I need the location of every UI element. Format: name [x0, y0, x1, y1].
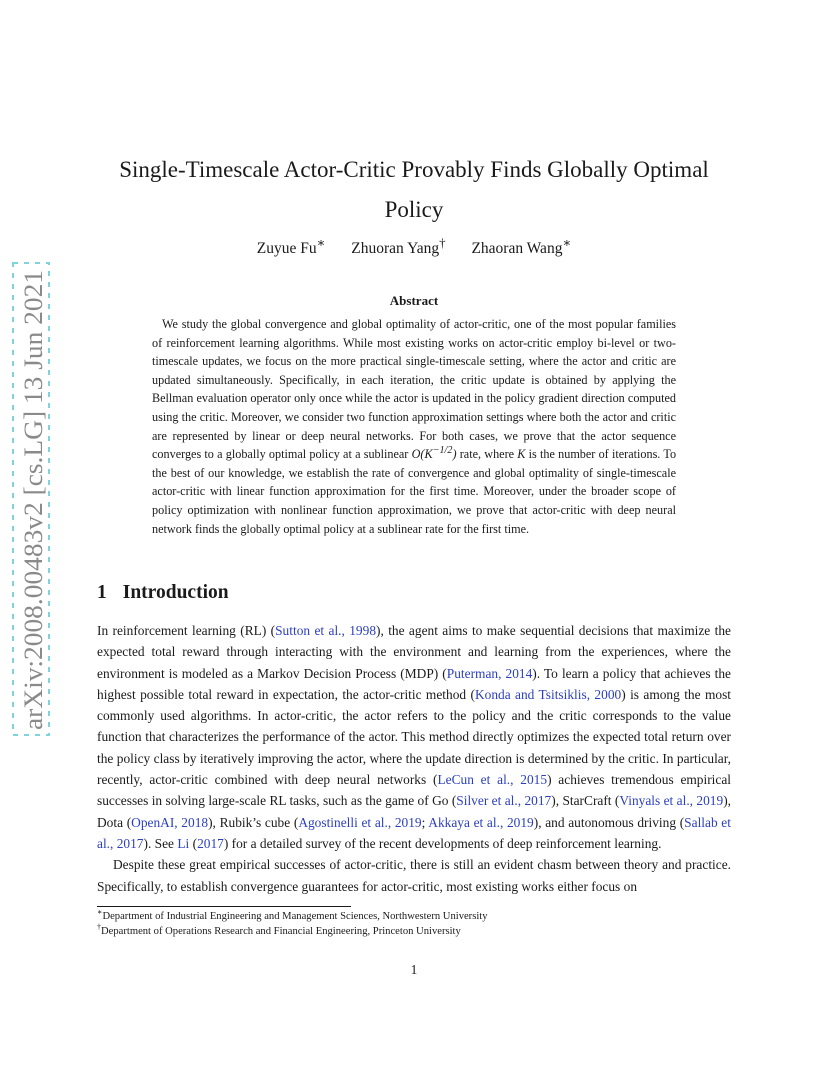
page-number: 1 — [410, 962, 418, 977]
footnotes — [97, 909, 488, 939]
citation-link[interactable]: Agostinelli et al., 2019 — [298, 814, 422, 830]
text-run: ), Dota ( — [97, 793, 731, 830]
abstract-body: We study the global convergence and global optimality of actor-critic, one of the most popular families of reinforcement learning algorithms. While most existing works on actor-critic employ bi-level or two-timescale updates, we focus on the more practical single-timescale setting, where the actor and critic are updated simultaneously. Specifically, in each iteration, the critic update is obtained by applying the Bellman evaluation operator only once while the actor is updated in the policy gradient direction computed using the critic. Moreover, we consider two function approximation settings where both the actor and critic are represented by linear or deep neural networks. For both cases, we prove that the actor sequence converges to a globally optimal policy at a sublinear $O(K^{-1/2})$ rate, where K is the number of iterations. To the best of our knowledge, we establish the rate of convergence and global optimality of single-timescale actor-critic with linear function approximation for the first time. Moreover, under the broader scope of policy optimization with nonlinear function approximation, we prove that actor-critic with deep neural network finds the globally optimal policy at a sublinear rate for the first time. — [152, 317, 677, 536]
citation-link[interactable]: Akkaya et al., 2019 — [428, 814, 534, 830]
author: Zhaoran Wang∗ — [471, 234, 572, 257]
citation-link[interactable]: Vinyals et al., 2019 — [619, 793, 724, 809]
text-run: ) achieves tremendous empirical successes in solving large-scale RL tasks, such as the game of Go ( — [97, 772, 732, 809]
intro-paragraph-2: Despite these great empirical successes of actor-critic, there is still an evident chasm between theory and practice. Specifically, to establish convergence guarantees for actor-critic, most existing works either focus on — [97, 857, 731, 894]
citation-link[interactable]: Puterman, 2014 — [446, 665, 533, 681]
footnote: †Department of Operations Research and Financial Engineering, Princeton University — [97, 922, 461, 937]
text-run: ), and autonomous driving ( — [533, 814, 685, 830]
math-rate: $O(K^{-1/2})$ — [411, 445, 457, 462]
title-line-2: Policy — [384, 197, 444, 222]
footnote-rule — [97, 906, 351, 907]
text-run: ). To learn a policy that achieves the highest possible total reward in expectation, the actor-critic method ( — [97, 665, 732, 702]
intro-paragraph-1 — [97, 620, 731, 854]
paper-title — [100, 150, 728, 230]
text-run: ) is among the most commonly used algorithms. In actor-critic, the actor refers to the policy and the critic corresponds to the value function that characterizes the performance of the actor. This method directly optimizes the expected total return over the policy class by iteratively improving the actor, where the update direction is determined by the critic. In particular, recently, actor-critic combined with deep neural networks ( — [97, 686, 731, 788]
text-run: ), StarCraft ( — [551, 793, 620, 809]
arxiv-stamp-text: arXiv:2008.00483v2 [cs.LG] 13 Jun 2021 — [19, 293, 48, 730]
text-run: ), the agent aims to make sequential decisions that maximize the expected total reward through interacting with the environment and learning from the experiences, where the environment is modeled as a Markov Decision Process (MDP) ( — [97, 623, 731, 681]
intro-body — [97, 620, 731, 897]
citation-link[interactable]: Sutton et al., 1998 — [275, 623, 377, 638]
author: Zuyue Fu∗ — [256, 234, 326, 257]
citation-link[interactable]: 2017 — [197, 835, 224, 851]
text-run: ), Rubik’s cube ( — [208, 814, 299, 830]
section-number: 1 — [97, 582, 107, 603]
section-heading — [97, 582, 229, 604]
text-run: ( — [189, 835, 198, 851]
title-line-1: Single-Timescale Actor-Critic Provably Finds Globally Optimal — [119, 157, 709, 182]
footnote: ∗Department of Industrial Engineering and Management Sciences, Northwestern University — [97, 907, 488, 922]
citation-link[interactable]: Sallab et al., 2017 — [97, 814, 731, 851]
author-list — [100, 234, 728, 258]
text-run: ). See — [143, 835, 178, 851]
citation-link[interactable]: Konda and Tsitsiklis, 2000 — [474, 686, 622, 702]
section-title: Introduction — [122, 582, 229, 603]
text-run: ; — [421, 814, 429, 830]
citation-link[interactable]: Li — [177, 835, 190, 851]
arxiv-stamp — [10, 260, 52, 738]
text-run: ) for a detailed survey of the recent developments of deep reinforcement learning. — [223, 835, 662, 851]
citation-link[interactable]: LeCun et al., 2015 — [437, 772, 548, 788]
citation-link[interactable]: OpenAI, 2018 — [131, 814, 209, 830]
citation-link[interactable]: Silver et al., 2017 — [456, 793, 552, 809]
abstract-heading: Abstract — [389, 293, 439, 308]
text-run: In reinforcement learning (RL) ( — [97, 623, 276, 638]
author: Zhuoran Yang† — [351, 234, 446, 257]
